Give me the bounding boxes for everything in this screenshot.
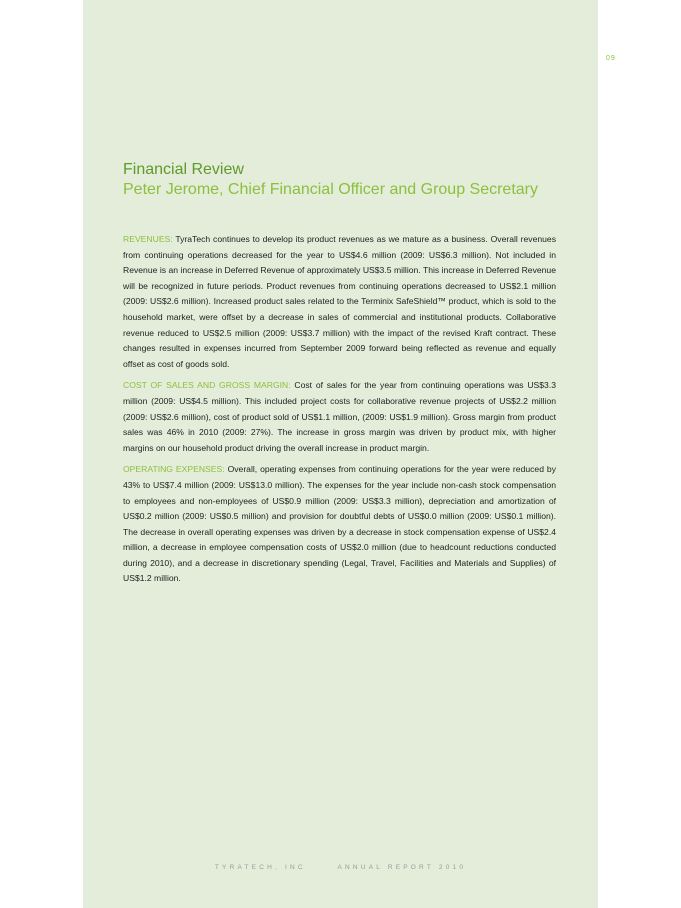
page-number: 09: [606, 55, 616, 62]
page-subtitle: Peter Jerome, Chief Financial Officer and Group Secretary: [123, 181, 538, 198]
footer-report: ANNUAL REPORT 2010: [337, 864, 467, 871]
footer-company: TYRATECH, INC: [214, 864, 306, 871]
paragraph-text: Overall, operating expenses from continuing operations for the year were reduced by 43% to US$7.4 million (2009: US$13.0 million). The expenses for the year include non-cash stock compensation to employees and non-employees of US$0.9 million (2009: US$3.3 million), depreciation and amortization of US$0.2 million (2009: US$0.5 million) and provision for doubtful debts of US$0.0 million (2009: US$0.1 million). The decrease in overall operating expenses was driven by a decrease in stock compensation expense of US$2.4 million, a decrease in employee compensation costs of US$2.0 million (due to headcount reductions conducted during 2010), and a decrease in discretionary spending (Legal, Travel, Facilities and Materials and Supplies) of US$1.2 million.: [123, 464, 556, 584]
paragraph-lead: REVENUES:: [123, 234, 173, 244]
body-text: [123, 232, 556, 593]
paragraph-lead: OPERATING EXPENSES:: [123, 464, 225, 475]
paragraph-operating-expenses: [123, 462, 556, 587]
paragraph-lead: COST OF SALES AND GROSS MARGIN:: [123, 380, 291, 391]
paragraph-revenues: [123, 232, 556, 372]
paragraph-cost-of-sales: [123, 378, 556, 456]
heading: [123, 160, 563, 200]
page-title: Financial Review: [123, 161, 244, 178]
paragraph-text: TyraTech continues to develop its product revenues as we mature as a business. Overall revenues from continuing operations decreased for the year to US$4.6 million (2009: US$6.3 million). Not included in Revenue is an increase in Deferred Revenue of approximately US$3.5 million. This increase in Deferred Revenue will be recognized in future periods. Product revenues from continuing operations decreased to US$2.1 million (2009: US$2.6 million). Increased product sales related to the Terminix SafeShield™ product, which is sold to the household market, were offset by a decrease in sales of commercial and institutional products. Collaborative revenue reduced to US$2.5 million (2009: US$3.7 million) with the impact of the revised Kraft contract. These changes resulted in expenses incurred from September 2009 forward being reflected as revenue and equally offset as cost of goods sold.: [123, 234, 556, 369]
footer: [83, 864, 598, 871]
paragraph-text: Cost of sales for the year from continuing operations was US$3.3 million (2009: US$4.5 million). This included project costs for collaborative revenue projects of US$2.2 million (2009: US$2.6 million), cost of product sold of US$1.1 million, (2009: US$1.9 million). Gross margin from product sales was 46% in 2010 (2009: 27%). The increase in gross margin was driven by product mix, with higher margins on our household product driving the overall increase in product margin.: [123, 380, 556, 453]
